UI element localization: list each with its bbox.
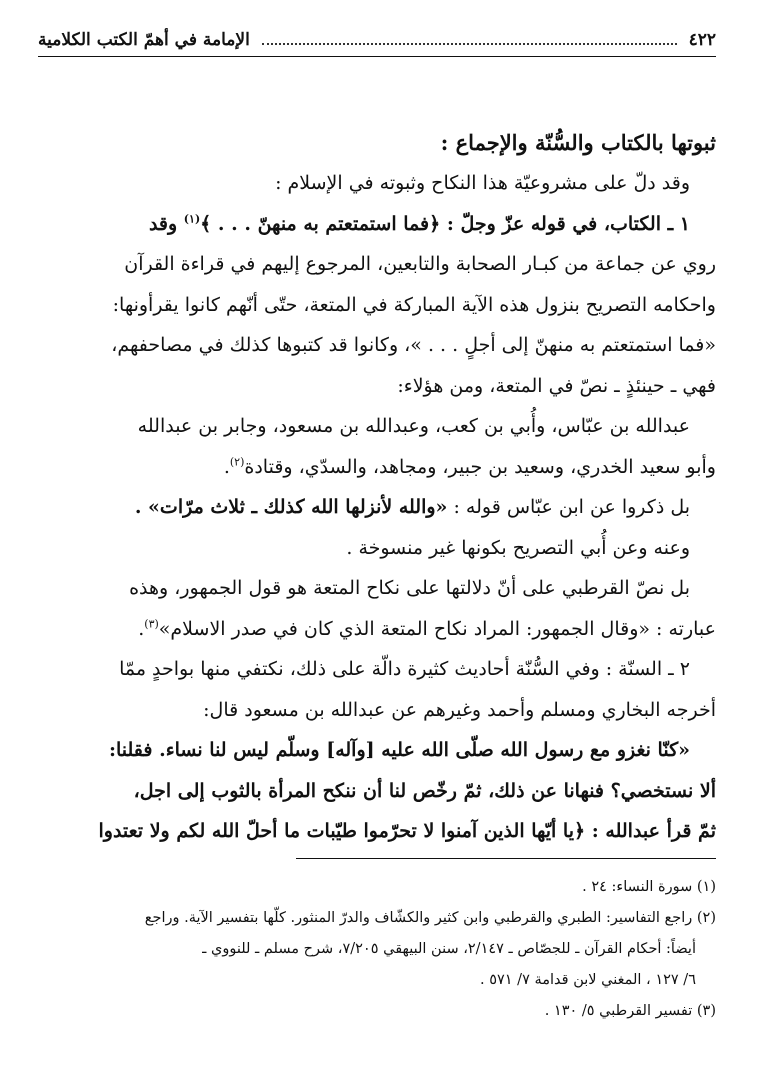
hadith-line: ألا نستخصي؟ فنهانا عن ذلك، ثمّ رخّص لنا أن ننكح المرأة بالثوب إلى اجل، bbox=[133, 779, 716, 802]
sunnah-point-heading: ٢ ـ السنّة : وفي السُّنّة أحاديث كثيرة دالّة على ذلك، نكتفي منها بواحدٍ ممّا bbox=[119, 658, 690, 680]
footnote-1: (١) سورة النساء: ٢٤ . bbox=[582, 879, 716, 895]
main-text bbox=[38, 123, 716, 852]
footnote-ref-3: (٣) bbox=[144, 617, 159, 631]
hadith-line bbox=[38, 811, 716, 852]
footnote-2-continued: ٦/ ١٢٧ ، المغني لابن قدامة ٧/ ٥٧١ . bbox=[479, 972, 696, 988]
footnote-2-continued: أيضاً: أحكام القرآن ـ للجصّاص ـ ٢/١٤٧، سنن البيهقي ٧/٢٠٥، شرح مسلم ـ للنووي ـ bbox=[202, 941, 696, 957]
body-line bbox=[38, 609, 716, 650]
point-lead: ١ ـ الكتاب، في قوله عزّ وجلّ : bbox=[446, 212, 690, 235]
hadith-lead: ثمّ قرأ عبدالله : bbox=[585, 820, 716, 842]
verse-quote: ﴿فما استمتعتم به منهنّ . . . ﴾ bbox=[200, 212, 441, 235]
body-line bbox=[38, 487, 716, 528]
ibn-abbas-quote: «والله لأنزلها الله كذلك ـ ثلاث مرّات» . bbox=[134, 496, 448, 518]
line-end: . bbox=[223, 455, 230, 478]
body-line: روي عن جماعة من كبـار الصحابة والتابعين، المرجوع إليهم في قراءة القرآن bbox=[124, 253, 716, 275]
qurtubi-quote: عبارته : «وقال الجمهور: المراد نكاح المتعة الذي كان في صدر الاسلام» bbox=[158, 617, 716, 640]
body-line: عبدالله بن عبّاس، وأُبي بن كعب، وعبدالله بن مسعود، وجابر بن عبدالله bbox=[137, 415, 690, 437]
body-line bbox=[38, 447, 716, 488]
body-line: «فما استمتعتم به منهنّ إلى أجلٍ . . . »، وكانوا قد كتبوها كذلك في مصاحفهم، bbox=[111, 334, 716, 356]
verse-quote: ﴿يا أيّها الذين آمنوا لا تحرّموا طيّبات ما أحلّ الله لكم ولا تعتدوا bbox=[98, 820, 586, 842]
body-line: وعنه وعن أُبي التصريح بكونها غير منسوخة . bbox=[346, 536, 690, 559]
line-end: . bbox=[138, 617, 145, 640]
footnotes bbox=[38, 872, 716, 1027]
running-header bbox=[38, 30, 716, 57]
running-title: الإمامة في أهمّ الكتب الكلامية bbox=[38, 30, 250, 50]
footnote-separator bbox=[296, 858, 716, 859]
footnote-2: (٢) راجع التفاسير: الطبري والقرطبي وابن كثير والكشّاف والدرّ المنثور. كلّها بتفسير الآية. وراجع bbox=[144, 910, 716, 926]
book-page bbox=[38, 30, 716, 1019]
point-tail: وقد bbox=[148, 212, 184, 235]
header-dot-leader bbox=[262, 42, 677, 45]
page-number: ٤٢٢ bbox=[688, 30, 716, 50]
body-line: واحكامه التصريح بنزول هذه الآية المباركة في المتعة، حتّى أنّهم كانوا يقرأونها: bbox=[112, 293, 716, 316]
ibn-abbas-lead: بل ذكروا عن ابن عبّاس قوله : bbox=[447, 496, 690, 518]
hadith-line: «كنّا نغزو مع رسول الله صلّى الله عليه [وآله] وسلّم ليس لنا نساء. فقلنا: bbox=[108, 739, 690, 761]
section-title: ثبوتها بالكتاب والسُّنّة والإجماع : bbox=[440, 130, 716, 155]
footnote-ref-1: (١) bbox=[183, 212, 201, 226]
footnote-ref-2: (٢) bbox=[229, 455, 245, 469]
quran-point-heading bbox=[38, 204, 716, 245]
footnote-3: (٣) تفسير القرطبي ٥/ ١٣٠ . bbox=[544, 1003, 716, 1019]
intro-paragraph: وقد دلّ على مشروعيّة هذا النكاح وثبوته في الإسلام : bbox=[275, 172, 690, 194]
body-line: أخرجه البخاري ومسلم وأحمد وغيرهم عن عبدالله بن مسعود قال: bbox=[203, 698, 716, 721]
names-text: وأبو سعيد الخدري، وسعيد بن جبير، ومجاهد، والسدّي، وقتادة bbox=[244, 455, 716, 478]
body-line: فهي ـ حينئذٍ ـ نصّ في المتعة، ومن هؤلاء: bbox=[397, 374, 716, 397]
body-line: بل نصّ القرطبي على أنّ دلالتها على نكاح المتعة هو قول الجمهور، وهذه bbox=[129, 577, 690, 599]
